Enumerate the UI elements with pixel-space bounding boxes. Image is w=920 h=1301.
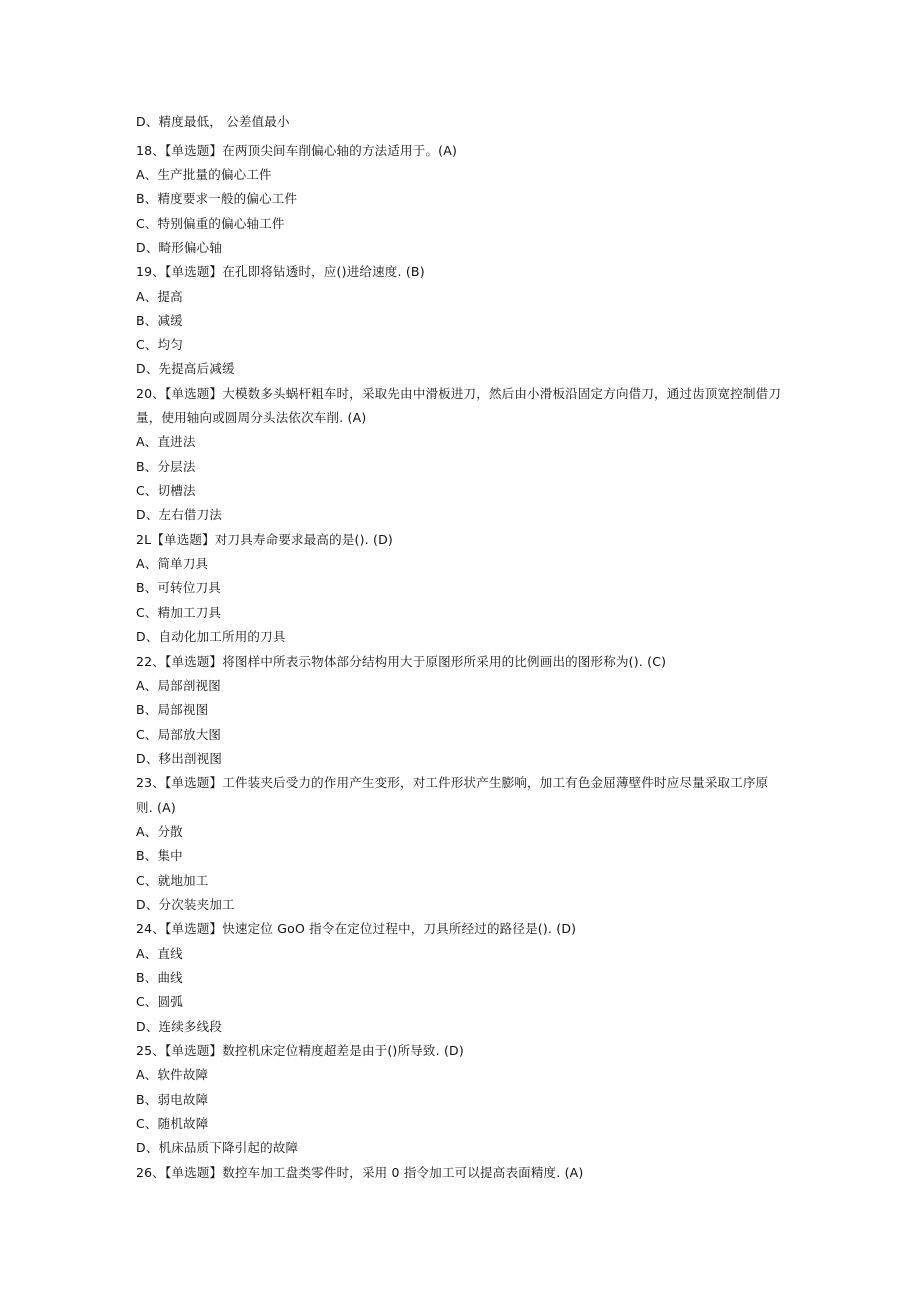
question-25: 25、【单选题】数控机床定位精度超差是由于()所导致. (D) (136, 1043, 464, 1058)
option-d-q19: D、先提高后减缓 (136, 361, 235, 376)
option-c-q22: C、局部放大图 (136, 727, 222, 742)
option-c-q19: C、均匀 (136, 337, 184, 352)
question-22: 22、【单选题】将图样中所表示物体部分结构用大于原图形所采用的比例画出的图形称为(). (C) (136, 654, 667, 669)
option-a-q23: A、分散 (136, 824, 183, 839)
option-a-q25: A、软件故障 (136, 1067, 209, 1082)
question-23-continued: 则. (A) (136, 800, 176, 815)
option-d-q18: D、畸形偏心轴 (136, 240, 223, 255)
option-a-q24: A、直线 (136, 946, 183, 961)
option-c-q25: C、随机故障 (136, 1116, 209, 1131)
option-b-q18: B、精度要求一般的偏心工件 (136, 191, 298, 206)
option-c-q21: C、精加工刀具 (136, 605, 222, 620)
option-c-q20: C、切槽法 (136, 483, 196, 498)
option-d-q23: D、分次装夹加工 (136, 897, 235, 912)
question-19: 19、【单选题】在孔即将钻透时，应()进给速度. (B) (136, 264, 425, 279)
option-d-q17: D、精度最低， 公差值最小 (136, 114, 290, 129)
question-20-continued: 量，使用轴向或圆周分头法依次车削. (A) (136, 410, 367, 425)
option-c-q24: C、圆弧 (136, 994, 184, 1009)
question-21: 2L【单选题】对刀具寿命要求最高的是(). (D) (136, 532, 393, 547)
question-18: 18、【单选题】在两顶尖间车削偏心轴的方法适用于。(A) (136, 143, 458, 158)
option-d-q20: D、左右借刀法 (136, 507, 223, 522)
option-c-q18: C、特别偏重的偏心轴工件 (136, 216, 285, 231)
option-b-q24: B、曲线 (136, 970, 183, 985)
option-b-q22: B、局部视图 (136, 702, 209, 717)
option-d-q21: D、自动化加工所用的刀具 (136, 629, 286, 644)
option-c-q23: C、就地加工 (136, 873, 209, 888)
question-20: 20、【单选题】大模数多头蜗杆粗车时，采取先由中滑板进刀，然后由小滑板沿固定方向借刀，通过齿顶宽控制借刀 (136, 386, 782, 401)
option-d-q22: D、移出剖视图 (136, 751, 223, 766)
option-b-q25: B、弱电故障 (136, 1092, 209, 1107)
option-b-q21: B、可转位刀具 (136, 580, 221, 595)
question-24: 24、【单选题】快速定位 GoO 指令在定位过程中，刀具所经过的路径是(). (D) (136, 921, 577, 936)
option-d-q25: D、机床品质下降引起的故障 (136, 1140, 299, 1155)
question-23: 23、【单选题】工件装夹后受力的作用产生变形，对工件形状产生膨响，加工有色金屈薄壁件时应尽量采取工序原 (136, 775, 769, 790)
option-b-q19: B、减缓 (136, 313, 183, 328)
option-a-q18: A、生产批量的偏心工件 (136, 167, 272, 182)
option-a-q22: A、局部剖视图 (136, 678, 221, 693)
question-26: 26、【单选题】数控车加工盘类零件时，采用 0 指令加工可以提高表面精度. (A) (136, 1165, 584, 1180)
option-b-q20: B、分层法 (136, 459, 196, 474)
option-b-q23: B、集中 (136, 848, 183, 863)
option-a-q21: A、简单刀具 (136, 556, 209, 571)
option-a-q20: A、直进法 (136, 434, 196, 449)
option-a-q19: A、提高 (136, 289, 183, 304)
option-d-q24: D、连续多线段 (136, 1019, 223, 1034)
